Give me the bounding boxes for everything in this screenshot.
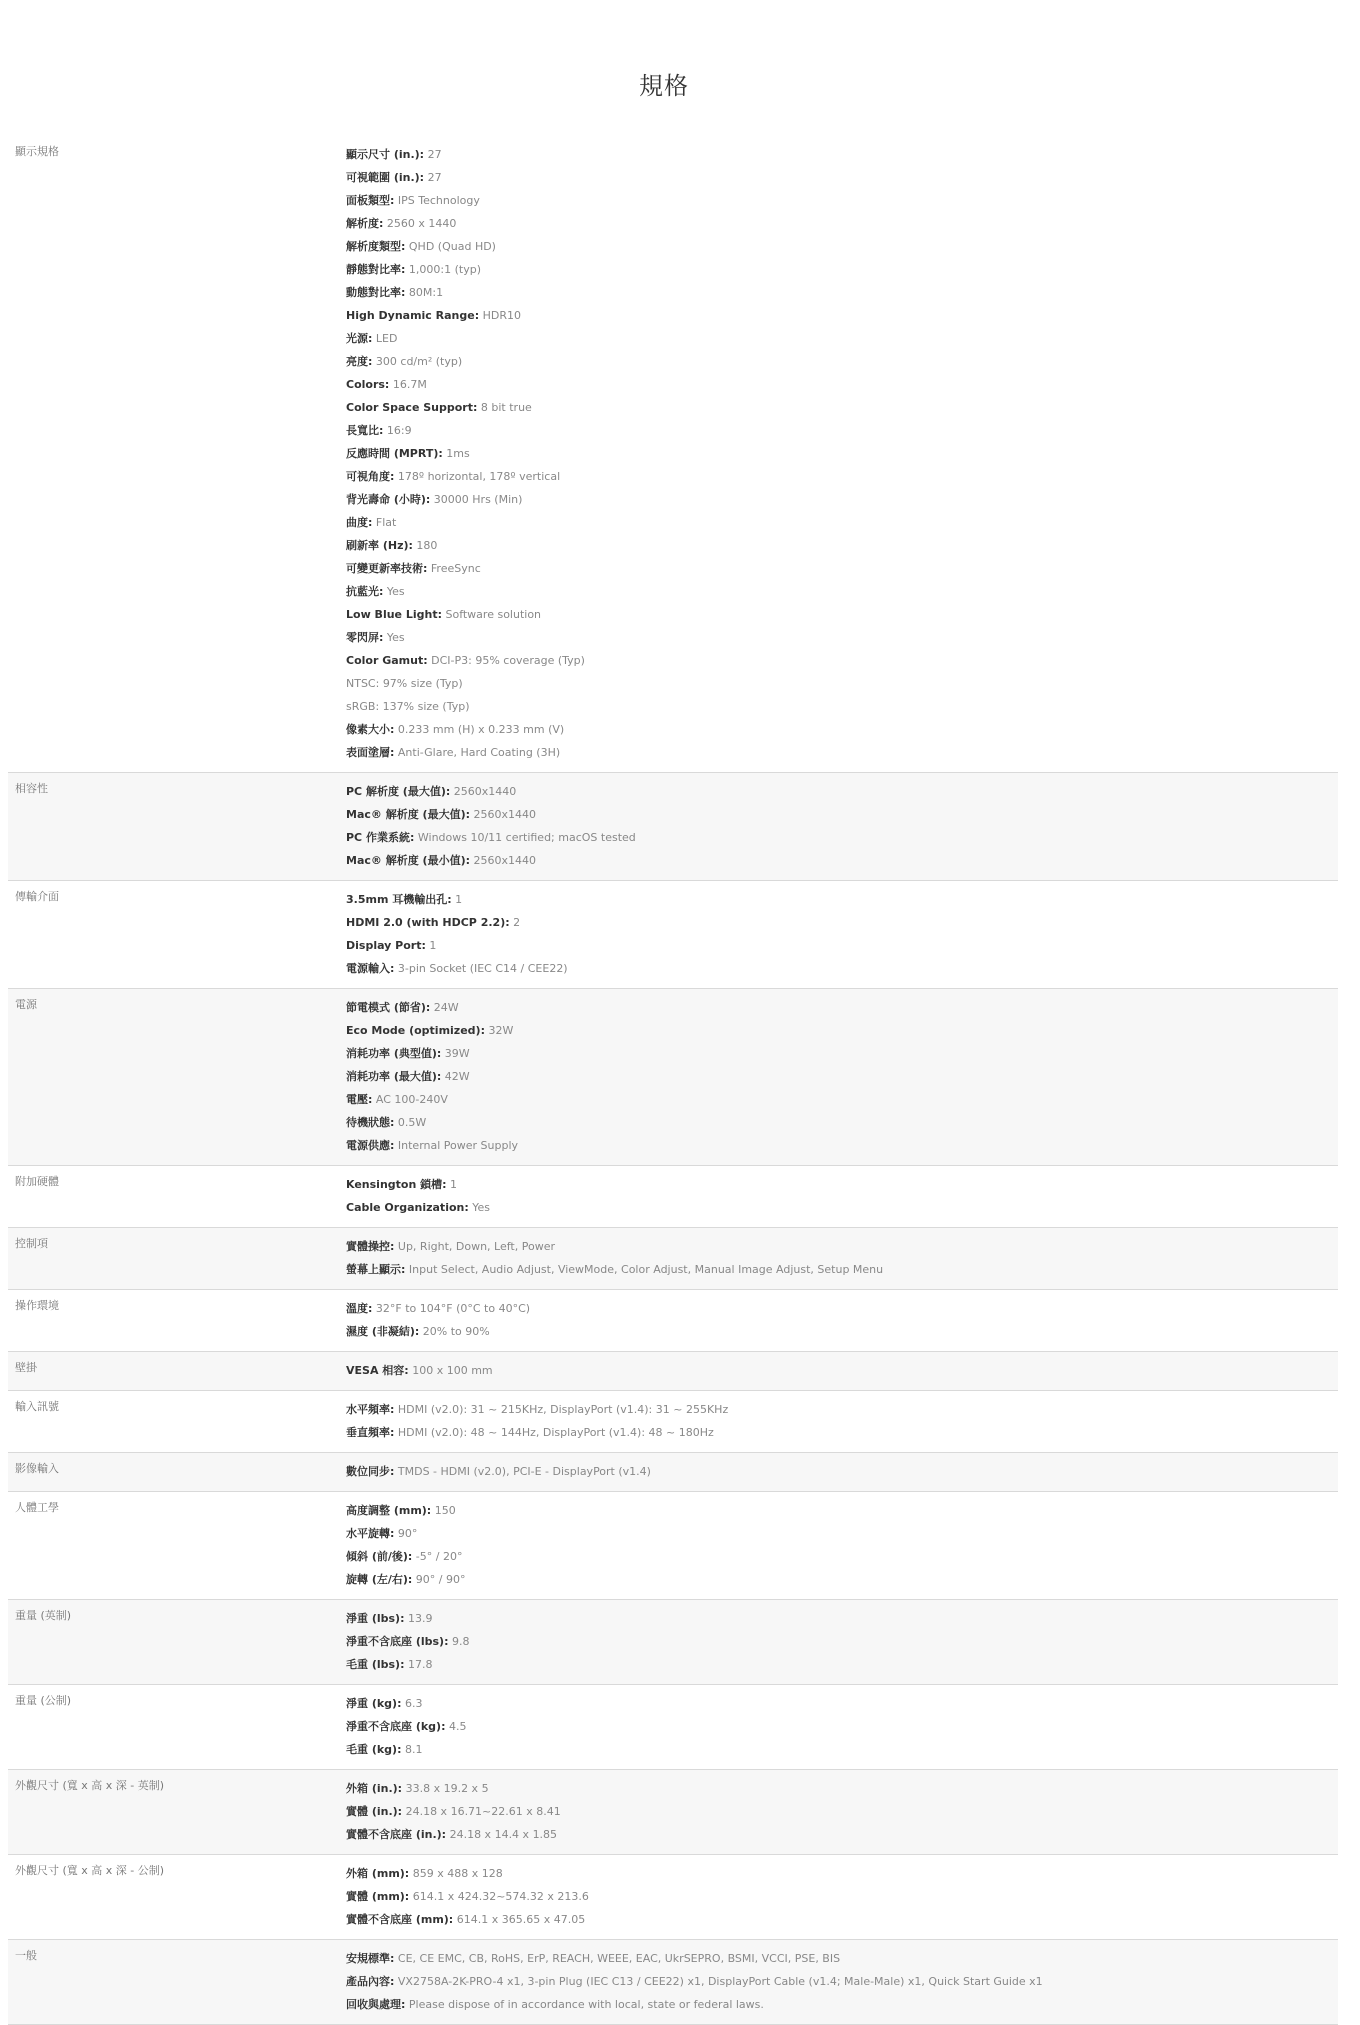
spec-item-value: sRGB: 137% size (Typ) (346, 700, 470, 713)
spec-item-key: 可變更新率技術: (346, 562, 428, 575)
spec-item-key: 淨重 (kg): (346, 1697, 402, 1710)
spec-item-list (346, 1453, 1338, 1491)
spec-item-list (346, 1685, 1338, 1769)
spec-item-key: 安規標準: (346, 1952, 395, 1965)
spec-item (346, 1908, 1338, 1931)
spec-item-key: 零閃屏: (346, 631, 384, 644)
spec-item (346, 1258, 1338, 1281)
spec-item-value: 614.1 x 365.65 x 47.05 (453, 1913, 586, 1926)
spec-item-key: 水平旋轉: (346, 1527, 395, 1540)
spec-item (346, 143, 1338, 166)
spec-item-key: 實體 (in.): (346, 1805, 403, 1818)
spec-section-row (8, 989, 1338, 1166)
spec-category-label: 一般 (15, 1949, 37, 1962)
spec-item-value: 80M:1 (405, 286, 444, 299)
spec-item (346, 603, 1338, 626)
spec-item-list (346, 989, 1338, 1165)
spec-item (346, 1947, 1338, 1970)
spec-item (346, 212, 1338, 235)
spec-item-value: 2560x1440 (450, 785, 517, 798)
spec-item (346, 780, 1338, 803)
spec-category-label: 重量 (英制) (15, 1609, 72, 1622)
spec-item (346, 1460, 1338, 1483)
spec-section-row (8, 1166, 1338, 1228)
spec-category-label: 輸入訊號 (15, 1400, 59, 1413)
spec-item (346, 1522, 1338, 1545)
spec-section-row (8, 1770, 1338, 1855)
spec-item-key: 待機狀態: (346, 1116, 395, 1129)
spec-item-key: Color Space Support: (346, 401, 478, 414)
spec-item-key: 長寬比: (346, 424, 384, 437)
spec-item-key: 回收與處理: (346, 1998, 406, 2011)
spec-item-list (346, 1290, 1338, 1351)
spec-section-row (8, 1492, 1338, 1600)
spec-item-value: QHD (Quad HD) (405, 240, 496, 253)
spec-item-value: Input Select, Audio Adjust, ViewMode, Color Adjust, Manual Image Adjust, Setup Menu (405, 1263, 884, 1276)
spec-item (346, 304, 1338, 327)
spec-item-value: 3-pin Socket (IEC C14 / CEE22) (394, 962, 568, 975)
spec-item-value: 13.9 (404, 1612, 433, 1625)
spec-item (346, 1297, 1338, 1320)
spec-item (346, 350, 1338, 373)
spec-item (346, 1800, 1338, 1823)
spec-item-value: Internal Power Supply (394, 1139, 519, 1152)
spec-item (346, 626, 1338, 649)
spec-item-value: 27 (424, 148, 442, 161)
spec-category-label: 附加硬體 (15, 1175, 59, 1188)
spec-item-value: VX2758A-2K-PRO-4 x1, 3-pin Plug (IEC C13 / CEE22) x1, DisplayPort Cable (v1.4; Male-Male) x1, Quick Start Guide x1 (394, 1975, 1043, 1988)
spec-item-value: 178º horizontal, 178º vertical (394, 470, 561, 483)
spec-item-value: 24W (430, 1001, 459, 1014)
spec-item-key: Cable Organization: (346, 1201, 469, 1214)
spec-item-value: 1 (446, 1178, 458, 1191)
spec-section-row (8, 1600, 1338, 1685)
spec-item (346, 1993, 1338, 2016)
spec-item-value: 0.233 mm (H) x 0.233 mm (V) (394, 723, 565, 736)
spec-item-key: 電源輸入: (346, 962, 395, 975)
spec-item-value: 32W (484, 1024, 514, 1037)
spec-item-key: 解析度類型: (346, 240, 406, 253)
spec-item (346, 396, 1338, 419)
spec-item (346, 511, 1338, 534)
spec-section-row (8, 1228, 1338, 1290)
spec-item-value: 1ms (442, 447, 470, 460)
spec-item (346, 888, 1338, 911)
spec-item-value: 100 x 100 mm (408, 1364, 493, 1377)
spec-item-key: Mac® 解析度 (最大值): (346, 808, 471, 821)
spec-item-list (346, 1600, 1338, 1684)
spec-item-value: TMDS - HDMI (v2.0), PCI-E - DisplayPort (v1.4) (394, 1465, 651, 1478)
spec-item-key: 外箱 (mm): (346, 1867, 410, 1880)
spec-category-label: 外觀尺寸 (寬 x 高 x 深 - 公制) (15, 1864, 165, 1877)
spec-item (346, 996, 1338, 1019)
spec-item-list (346, 1855, 1338, 1939)
spec-item-value: 614.1 x 424.32~574.32 x 213.6 (409, 1890, 589, 1903)
spec-item-value: 32°F to 104°F (0°C to 40°C) (372, 1302, 531, 1315)
spec-item (346, 534, 1338, 557)
spec-item-list (346, 1228, 1338, 1289)
spec-item-value: Flat (372, 516, 397, 529)
spec-item (346, 826, 1338, 849)
spec-item-value: 33.8 x 19.2 x 5 (402, 1782, 489, 1795)
spec-section-row (8, 1685, 1338, 1770)
spec-item-key: 毛重 (kg): (346, 1743, 402, 1756)
spec-item-key: 動態對比率: (346, 286, 406, 299)
spec-item-value: Please dispose of in accordance with local, state or federal laws. (405, 1998, 764, 2011)
spec-item-key: 電壓: (346, 1093, 373, 1106)
spec-table (8, 136, 1338, 2025)
spec-item (346, 649, 1338, 672)
spec-item (346, 1568, 1338, 1591)
spec-item (346, 1359, 1338, 1382)
spec-item (346, 1235, 1338, 1258)
spec-item-key: 淨重 (lbs): (346, 1612, 405, 1625)
spec-item-value: 2560 x 1440 (383, 217, 457, 230)
spec-item-value: 180 (412, 539, 438, 552)
spec-item-key: 表面塗層: (346, 746, 395, 759)
spec-item-list (346, 1940, 1338, 2024)
spec-item-value: 859 x 488 x 128 (409, 1867, 503, 1880)
spec-category-label: 壁掛 (15, 1361, 37, 1374)
spec-item (346, 1173, 1338, 1196)
spec-item (346, 1042, 1338, 1065)
spec-section-row (8, 1940, 1338, 2025)
spec-item-list (346, 1352, 1338, 1390)
spec-item-key: 淨重不含底座 (kg): (346, 1720, 446, 1733)
spec-item-list (346, 1770, 1338, 1854)
spec-category-label: 人體工學 (15, 1501, 59, 1514)
spec-item-value: 1,000:1 (typ) (405, 263, 481, 276)
spec-item (346, 1134, 1338, 1157)
spec-item (346, 258, 1338, 281)
spec-item-key: 淨重不含底座 (lbs): (346, 1635, 449, 1648)
spec-item-key: 實體 (mm): (346, 1890, 410, 1903)
spec-item-value: NTSC: 97% size (Typ) (346, 677, 463, 690)
spec-item-value: HDMI (v2.0): 31 ~ 215KHz, DisplayPort (v1.4): 31 ~ 255KHz (394, 1403, 729, 1416)
spec-item-value: 0.5W (394, 1116, 427, 1129)
spec-item (346, 1607, 1338, 1630)
spec-item-key: 像素大小: (346, 723, 395, 736)
spec-item-value: 150 (431, 1504, 456, 1517)
spec-item (346, 1692, 1338, 1715)
spec-item (346, 1777, 1338, 1800)
spec-item (346, 1421, 1338, 1444)
spec-item-key: 面板類型: (346, 194, 395, 207)
spec-item-value: Yes (468, 1201, 491, 1214)
spec-item (346, 1065, 1338, 1088)
spec-item (346, 442, 1338, 465)
spec-item-key: Colors: (346, 378, 390, 391)
spec-item-value: LED (372, 332, 398, 345)
spec-item (346, 849, 1338, 872)
spec-item (346, 672, 1338, 695)
spec-item-value: Windows 10/11 certified; macOS tested (414, 831, 636, 844)
spec-item-list (346, 1391, 1338, 1452)
spec-item-key: High Dynamic Range: (346, 309, 480, 322)
spec-item (346, 1499, 1338, 1522)
spec-category-label: 顯示規格 (15, 145, 59, 158)
spec-item-key: 解析度: (346, 217, 384, 230)
spec-section-row (8, 1855, 1338, 1940)
spec-item-key: 刷新率 (Hz): (346, 539, 413, 552)
spec-item-key: 曲度: (346, 516, 373, 529)
spec-item (346, 557, 1338, 580)
spec-item-value: 24.18 x 14.4 x 1.85 (446, 1828, 558, 1841)
spec-item-key: 高度調整 (mm): (346, 1504, 432, 1517)
spec-item-key: 抗藍光: (346, 585, 384, 598)
spec-item-key: PC 解析度 (最大值): (346, 785, 451, 798)
spec-item-list (346, 773, 1338, 880)
spec-category-label: 重量 (公制) (15, 1694, 72, 1707)
spec-item-value: -5° / 20° (412, 1550, 463, 1563)
spec-item-key: 電源供應: (346, 1139, 395, 1152)
spec-item (346, 281, 1338, 304)
spec-item (346, 327, 1338, 350)
spec-item-list (346, 1492, 1338, 1599)
spec-item-key: 產品內容: (346, 1975, 395, 1988)
spec-item (346, 1715, 1338, 1738)
spec-item-list (346, 136, 1338, 772)
spec-item-value: CE, CE EMC, CB, RoHS, ErP, REACH, WEEE, EAC, UkrSEPRO, BSMI, VCCI, PSE, BIS (394, 1952, 841, 1965)
spec-item (346, 1019, 1338, 1042)
spec-category-label: 操作環境 (15, 1299, 59, 1312)
spec-item-value: 300 cd/m² (typ) (372, 355, 463, 368)
spec-item-list (346, 1166, 1338, 1227)
spec-item-key: 傾斜 (前/後): (346, 1550, 413, 1563)
spec-item (346, 189, 1338, 212)
spec-item (346, 957, 1338, 980)
spec-item (346, 1862, 1338, 1885)
spec-item (346, 373, 1338, 396)
spec-item-key: Eco Mode (optimized): (346, 1024, 485, 1037)
spec-item-key: Low Blue Light: (346, 608, 442, 621)
spec-item-key: HDMI 2.0 (with HDCP 2.2): (346, 916, 510, 929)
spec-item-value: 1 (451, 893, 463, 906)
spec-item-value: 30000 Hrs (Min) (430, 493, 523, 506)
spec-item-value: 20% to 90% (419, 1325, 490, 1338)
spec-item-key: Color Gamut: (346, 654, 428, 667)
page-title: 規格 (639, 72, 689, 100)
spec-item (346, 1545, 1338, 1568)
spec-item-value: 24.18 x 16.71~22.61 x 8.41 (402, 1805, 561, 1818)
spec-item-value: IPS Technology (394, 194, 480, 207)
spec-item-value: HDR10 (479, 309, 521, 322)
spec-item (346, 1885, 1338, 1908)
spec-item-value: 42W (441, 1070, 470, 1083)
spec-item-key: 濕度 (非凝結): (346, 1325, 420, 1338)
spec-item-value: Anti-Glare, Hard Coating (3H) (394, 746, 561, 759)
spec-item-value: Up, Right, Down, Left, Power (394, 1240, 555, 1253)
spec-item-key: 溫度: (346, 1302, 373, 1315)
spec-item-key: 實體不含底座 (mm): (346, 1913, 454, 1926)
spec-item (346, 166, 1338, 189)
spec-item-value: 90° (394, 1527, 418, 1540)
spec-category-label: 控制項 (15, 1237, 48, 1250)
spec-item-value: DCI-P3: 95% coverage (Typ) (427, 654, 585, 667)
spec-item-value: 39W (441, 1047, 470, 1060)
spec-item-key: 靜態對比率: (346, 263, 406, 276)
spec-item (346, 718, 1338, 741)
spec-section-row (8, 881, 1338, 989)
spec-item (346, 934, 1338, 957)
spec-item-value: 2 (509, 916, 521, 929)
spec-item-key: 反應時間 (MPRT): (346, 447, 443, 460)
spec-category-label: 傳輸介面 (15, 890, 59, 903)
spec-item-value: 27 (424, 171, 442, 184)
spec-item (346, 1653, 1338, 1676)
spec-item-key: 亮度: (346, 355, 373, 368)
spec-item (346, 1738, 1338, 1761)
spec-section-row (8, 136, 1338, 773)
spec-category-label: 電源 (15, 998, 37, 1011)
spec-item-value: 8 bit true (477, 401, 532, 414)
spec-item-value: Yes (383, 631, 405, 644)
spec-item-key: 消耗功率 (最大值): (346, 1070, 442, 1083)
spec-item-key: 節電模式 (節省): (346, 1001, 431, 1014)
spec-item (346, 235, 1338, 258)
spec-item (346, 419, 1338, 442)
spec-item-value: 4.5 (445, 1720, 467, 1733)
spec-item-key: VESA 相容: (346, 1364, 409, 1377)
spec-item-key: 消耗功率 (典型值): (346, 1047, 442, 1060)
spec-item (346, 1196, 1338, 1219)
spec-item-key: 外箱 (in.): (346, 1782, 403, 1795)
spec-item-value: 16:9 (383, 424, 412, 437)
spec-item-key: 旋轉 (左/右): (346, 1573, 413, 1586)
spec-item (346, 741, 1338, 764)
spec-item-key: 實體不含底座 (in.): (346, 1828, 447, 1841)
spec-item-value: 2560x1440 (470, 854, 537, 867)
spec-item-key: 3.5mm 耳機輸出孔: (346, 893, 452, 906)
spec-item (346, 911, 1338, 934)
spec-item-value: FreeSync (427, 562, 481, 575)
spec-item-key: 螢幕上顯示: (346, 1263, 406, 1276)
spec-section-row (8, 1453, 1338, 1492)
spec-item (346, 580, 1338, 603)
spec-item-value: Software solution (441, 608, 542, 621)
spec-section-row (8, 1352, 1338, 1391)
spec-category-label: 相容性 (15, 782, 48, 795)
spec-item-value: Yes (383, 585, 405, 598)
spec-item-value: 8.1 (401, 1743, 423, 1756)
spec-item (346, 1320, 1338, 1343)
spec-item-value: 9.8 (448, 1635, 470, 1648)
spec-item-key: Display Port: (346, 939, 426, 952)
spec-item (346, 1823, 1338, 1846)
spec-category-label: 外觀尺寸 (寬 x 高 x 深 - 英制) (15, 1779, 165, 1792)
spec-item-key: 背光壽命 (小時): (346, 493, 431, 506)
spec-item-key: 顯示尺寸 (in.): (346, 148, 425, 161)
spec-section-row (8, 1290, 1338, 1352)
spec-item (346, 488, 1338, 511)
spec-item-value: 17.8 (404, 1658, 433, 1671)
spec-item-key: Mac® 解析度 (最小值): (346, 854, 471, 867)
spec-item (346, 1630, 1338, 1653)
spec-item-key: 光源: (346, 332, 373, 345)
spec-category-label: 影像輸入 (15, 1462, 59, 1475)
spec-item (346, 1088, 1338, 1111)
spec-item (346, 1398, 1338, 1421)
spec-item-value: 6.3 (401, 1697, 423, 1710)
spec-section-row (8, 1391, 1338, 1453)
spec-item-value: HDMI (v2.0): 48 ~ 144Hz, DisplayPort (v1.4): 48 ~ 180Hz (394, 1426, 714, 1439)
spec-item-key: Kensington 鎖槽: (346, 1178, 447, 1191)
spec-item-key: 垂直頻率: (346, 1426, 395, 1439)
spec-item (346, 695, 1338, 718)
spec-item-value: 1 (425, 939, 437, 952)
spec-item-key: 實體操控: (346, 1240, 395, 1253)
spec-item-value: 90° / 90° (412, 1573, 466, 1586)
spec-item-key: 毛重 (lbs): (346, 1658, 405, 1671)
spec-item (346, 465, 1338, 488)
spec-item-value: AC 100-240V (372, 1093, 448, 1106)
spec-item (346, 1111, 1338, 1134)
spec-item (346, 1970, 1338, 1993)
spec-item (346, 803, 1338, 826)
spec-item-list (346, 881, 1338, 988)
spec-item-key: 數位同步: (346, 1465, 395, 1478)
spec-item-key: 水平頻率: (346, 1403, 395, 1416)
spec-section-row (8, 773, 1338, 881)
spec-item-value: 2560x1440 (470, 808, 537, 821)
spec-item-key: 可視範圍 (in.): (346, 171, 425, 184)
spec-item-key: PC 作業系統: (346, 831, 415, 844)
spec-item-key: 可視角度: (346, 470, 395, 483)
spec-item-value: 16.7M (389, 378, 427, 391)
